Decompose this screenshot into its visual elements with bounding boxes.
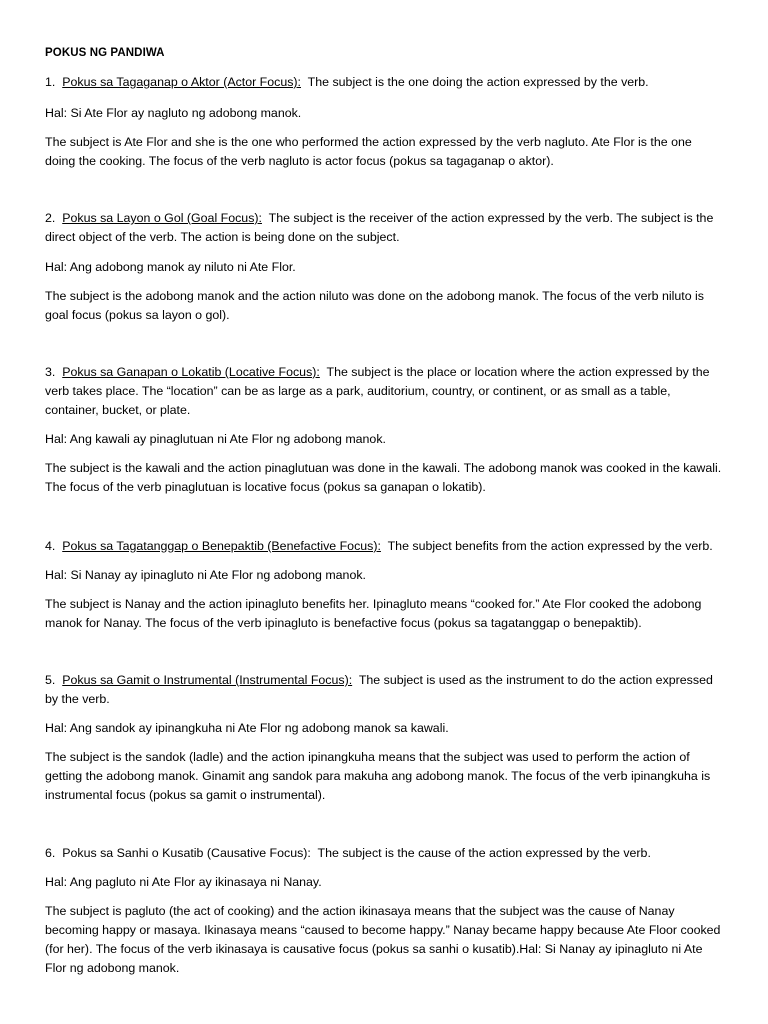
section-2-explanation: The subject is the adobong manok and the action niluto was done on the adobong manok. The focus of the verb niluto is goal focus (pokus sa layon o gol). bbox=[45, 289, 704, 322]
section-heading bbox=[45, 844, 725, 863]
section-4-explanation: The subject is Nanay and the action ipinagluto benefits her. Ipinagluto means “cooked for.” Ate Flor cooked the adobong manok for Nanay. The focus of the verb ipinagluto is benefactive focus (pokus sa tagatanggap o benepaktib). bbox=[45, 597, 702, 630]
section-definition: The subject is the place or location where the action expressed by the verb takes place. The “location” can be as large as a park, auditorium, country, or continent, or as small as a table, container, bucket, or plate. bbox=[45, 365, 710, 417]
section-3-explanation: The subject is the kawali and the action pinaglutuan was done in the kawali. The adobong manok was cooked in the kawali. The focus of the verb pinaglutuan is locative focus (pokus sa ganapan o lokatib). bbox=[45, 461, 722, 494]
section-1-example: Hal: Si Ate Flor ay nagluto ng adobong manok. bbox=[45, 106, 302, 120]
section-heading bbox=[45, 209, 725, 247]
focus-section-5 bbox=[45, 671, 725, 709]
section-name: Pokus sa Sanhi o Kusatib (Causative Focus): bbox=[62, 846, 311, 860]
section-heading bbox=[45, 363, 725, 420]
section-number: 6. bbox=[45, 846, 56, 860]
page-title: POKUS NG PANDIWA bbox=[45, 47, 165, 59]
focus-section-4 bbox=[45, 537, 725, 556]
focus-section-6 bbox=[45, 844, 725, 863]
focus-section-1 bbox=[45, 73, 725, 92]
section-definition: The subject benefits from the action expressed by the verb. bbox=[387, 539, 713, 553]
section-definition: The subject is used as the instrument to do the action expressed by the verb. bbox=[45, 673, 713, 706]
section-name: Pokus sa Tagaganap o Aktor (Actor Focus): bbox=[62, 75, 301, 89]
section-4-example: Hal: Si Nanay ay ipinagluto ni Ate Flor ng adobong manok. bbox=[45, 568, 366, 582]
section-1-explanation: The subject is Ate Flor and she is the one who performed the action expressed by the verb nagluto. Ate Flor is the one doing the cooking. The focus of the verb nagluto is actor focus (pokus sa tagaganap o aktor). bbox=[45, 135, 692, 168]
section-heading bbox=[45, 537, 725, 556]
section-5-example: Hal: Ang sandok ay ipinangkuha ni Ate Flor ng adobong manok sa kawali. bbox=[45, 721, 449, 735]
section-number: 1. bbox=[45, 75, 56, 89]
section-6-example: Hal: Ang pagluto ni Ate Flor ay ikinasaya ni Nanay. bbox=[45, 875, 322, 889]
section-definition: The subject is the one doing the action expressed by the verb. bbox=[307, 75, 649, 89]
focus-section-3 bbox=[45, 363, 725, 420]
section-number: 3. bbox=[45, 365, 56, 379]
section-name: Pokus sa Layon o Gol (Goal Focus): bbox=[62, 211, 262, 225]
section-number: 2. bbox=[45, 211, 56, 225]
section-heading bbox=[45, 73, 725, 92]
focus-section-2 bbox=[45, 209, 725, 247]
section-number: 5. bbox=[45, 673, 56, 687]
section-5-explanation: The subject is the sandok (ladle) and the action ipinangkuha means that the subject was used to perform the action of getting the adobong manok. Ginamit ang sandok para makuha ang adobong manok. The focus of the verb ipinangkuha is instrumental focus (pokus sa gamit o instrumental). bbox=[45, 750, 711, 802]
section-name: Pokus sa Ganapan o Lokatib (Locative Focus): bbox=[62, 365, 320, 379]
section-2-example: Hal: Ang adobong manok ay niluto ni Ate Flor. bbox=[45, 260, 296, 274]
section-definition: The subject is the cause of the action expressed by the verb. bbox=[317, 846, 651, 860]
section-name: Pokus sa Gamit o Instrumental (Instrumental Focus): bbox=[62, 673, 353, 687]
section-number: 4. bbox=[45, 539, 56, 553]
section-name: Pokus sa Tagatanggap o Benepaktib (Benefactive Focus): bbox=[62, 539, 381, 553]
section-6-explanation: The subject is pagluto (the act of cooking) and the action ikinasaya means that the subject was the cause of Nanay becoming happy or masaya. Ikinasaya means “caused to become happy.” Nanay became happy because Ate Floor cooked (for her). The focus of the verb ikinasaya is causative focus (pokus sa sanhi o kusatib).Hal: Si Nanay ay ipinagluto ni Ate Flor ng adobong manok. bbox=[45, 904, 721, 975]
section-3-example: Hal: Ang kawali ay pinaglutuan ni Ate Flor ng adobong manok. bbox=[45, 432, 386, 446]
section-heading bbox=[45, 671, 725, 709]
section-definition: The subject is the receiver of the action expressed by the verb. The subject is the direct object of the verb. The action is being done on the subject. bbox=[45, 211, 714, 244]
